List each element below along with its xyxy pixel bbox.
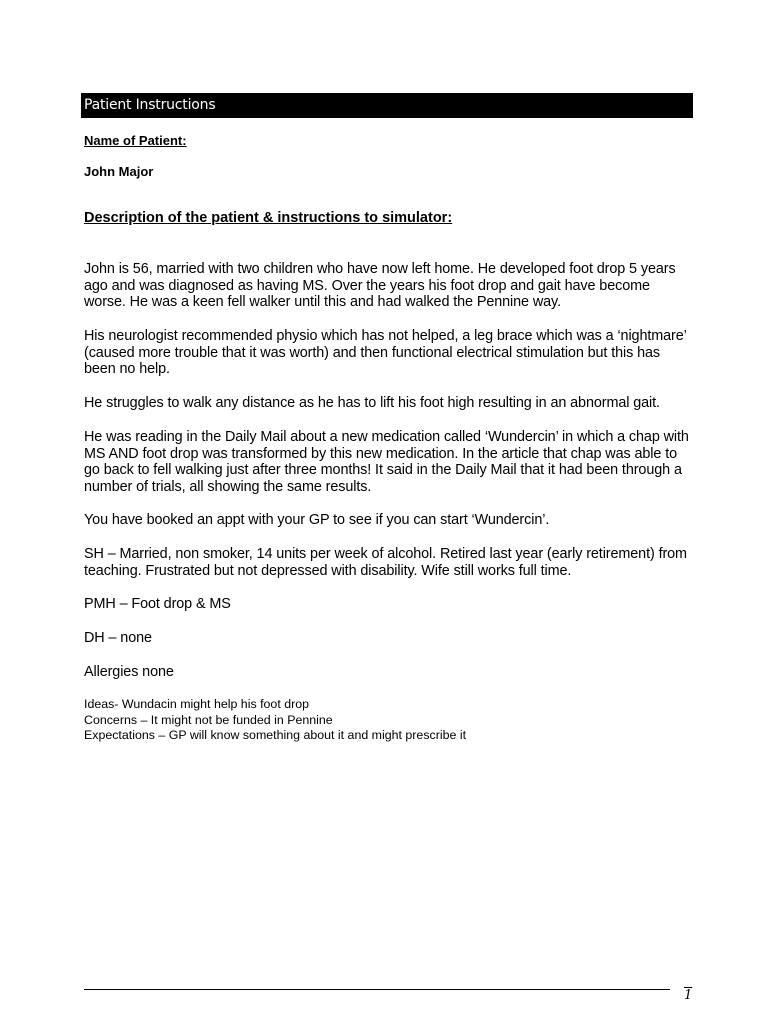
paragraph-past-medical-history: PMH – Foot drop & MS <box>84 596 231 612</box>
paragraph-daily-mail: He was reading in the Daily Mail about a new medication called ‘Wundercin’ in which a chap with MS AND foot drop was transformed by this new medication. In the article that chap was able to go back to fell walking just after three months! It said in the Daily Mail that it had been through a number of trials, all showing the same results. <box>84 429 689 495</box>
ice-block <box>84 697 466 744</box>
section-header-bar <box>81 93 693 118</box>
paragraph-drug-history: DH – none <box>84 630 152 646</box>
ice-concerns: Concerns – It might not be funded in Pennine <box>84 712 333 727</box>
description-heading: Description of the patient & instructions to simulator: <box>84 210 453 226</box>
paragraph-gait: He struggles to walk any distance as he has to lift his foot high resulting in an abnormal gait. <box>84 395 660 411</box>
section-title: Patient Instructions <box>84 97 216 113</box>
page-number: 1 <box>684 988 693 1003</box>
ice-expectations: Expectations – GP will know something about it and might prescribe it <box>84 728 467 742</box>
patient-name: John Major <box>84 164 154 179</box>
patient-name-label: Name of Patient: <box>84 133 187 148</box>
ice-ideas: Ideas- Wundacin might help his foot drop <box>84 697 309 711</box>
paragraph-history: John is 56, married with two children who have now left home. He developed foot drop 5 years ago and was diagnosed as having MS. Over the years his foot drop and gait have become worse. He was a keen fell walker until this and had walked the Pennine way. <box>84 261 676 310</box>
footer-divider <box>84 989 670 990</box>
paragraph-allergies: Allergies none <box>84 664 174 680</box>
paragraph-appointment: You have booked an appt with your GP to see if you can start ‘Wundercin’. <box>84 512 550 528</box>
paragraph-social-history: SH – Married, non smoker, 14 units per week of alcohol. Retired last year (early retirement) from teaching. Frustrated but not depressed with disability. Wife still works full time. <box>84 546 687 579</box>
paragraph-treatments: His neurologist recommended physio which has not helped, a leg brace which was a ‘nightmare’ (caused more trouble that it was worth) and then functional electrical stimulation but this has been no help. <box>84 328 687 377</box>
